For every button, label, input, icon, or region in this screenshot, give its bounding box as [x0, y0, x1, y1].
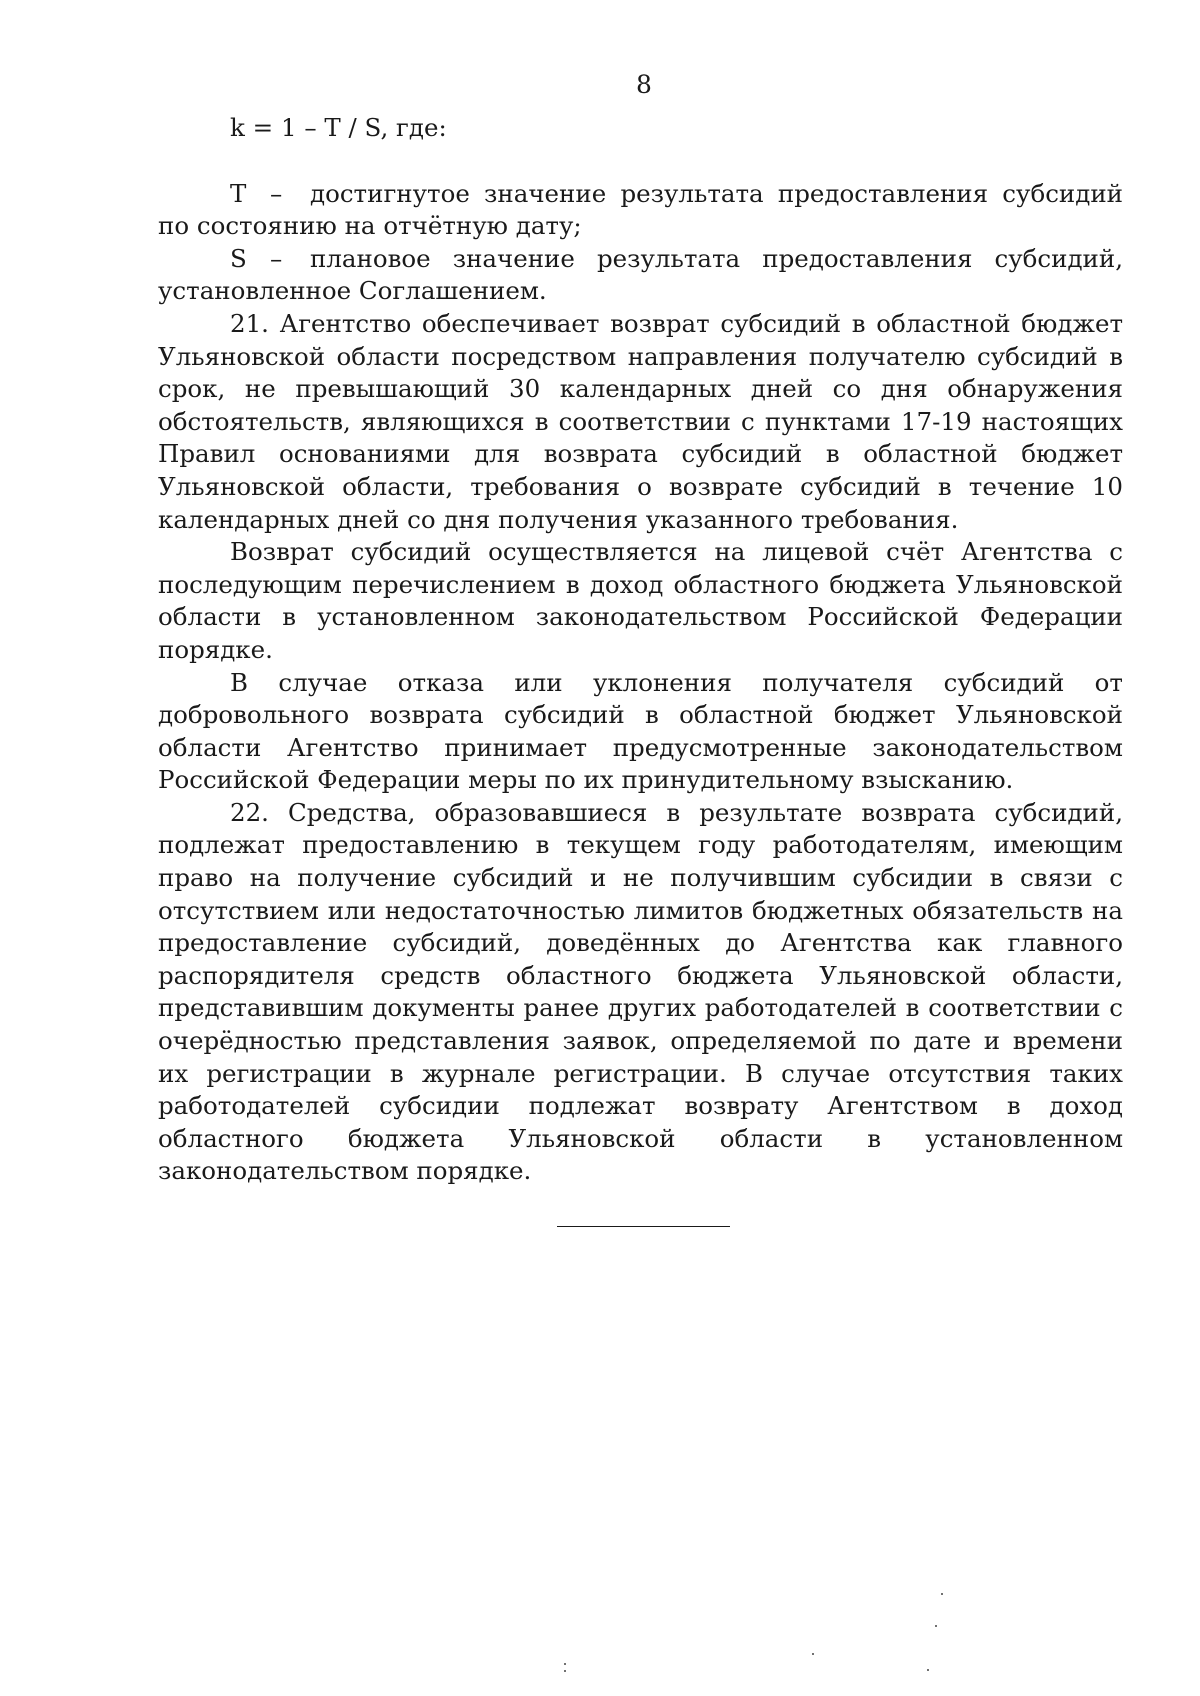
definition-dash: – [270, 243, 283, 273]
definition-text: плановое значение результата предоставления субсидий, установленное Соглашением. [158, 243, 1123, 306]
page-number: 8 [636, 70, 652, 99]
end-separator-line [557, 1226, 730, 1227]
scan-speck [941, 1593, 943, 1595]
paragraph-refusal: В случае отказа или уклонения получателя субсидий от добровольного возврата субсидий в областной бюджет Ульяновской области Агентство принимает предусмотренные законодательством Российской Федерации меры по их принудительному взысканию. [158, 667, 1123, 795]
scan-speck [564, 1663, 566, 1665]
scan-speck [927, 1669, 929, 1671]
scan-speck [935, 1625, 937, 1627]
paragraph-22: 22. Средства, образовавшиеся в результате возврата субсидий, подлежат предоставлению в текущем году работодателям, имеющим право на получение субсидий и не получившим субсидии в связи с отсутствием или недостаточностью лимитов бюджетных обязательств на предоставление субсидий, доведённых до Агентства как главного распорядителя средств областного бюджета Ульяновской области, представившим документы ранее других работодателей в соответствии с очерёдностью представления заявок, определяемой по дате и времени их регистрации в журнале регистрации. В случае отсутствия таких работодателей субсидии подлежат возврату Агентством в доход областного бюджета Ульяновской области в установленном законодательством порядке. [158, 797, 1123, 1186]
definition-s [158, 243, 1123, 308]
definition-dash: – [270, 178, 283, 208]
scan-speck [564, 1670, 566, 1672]
definition-term: S [230, 243, 247, 273]
formula-line: k = 1 – T / S, где: [230, 113, 447, 142]
definition-text: достигнутое значение результата предоставления субсидий по состоянию на отчётную дату; [158, 178, 1123, 241]
paragraph-return-account: Возврат субсидий осуществляется на лицевой счёт Агентства с последующим перечислением в доход областного бюджета Ульяновской области в установленном законодательством Российской Федерации порядке. [158, 537, 1123, 664]
definition-t [158, 178, 1123, 243]
paragraph-21: 21. Агентство обеспечивает возврат субсидий в областной бюджет Ульяновской области посредством направления получателю субсидий в срок, не превышающий 30 календарных дней со дня обнаружения обстоятельств, являющихся в соответствии с пунктами 17-19 настоящих Правил основаниями для возврата субсидий в областной бюджет Ульяновской области, требования о возврате субсидий в течение 10 календарных дней со дня получения указанного требования. [158, 308, 1123, 534]
document-body [158, 112, 1123, 1188]
scan-speck [812, 1653, 814, 1655]
definition-term: T [230, 178, 247, 208]
